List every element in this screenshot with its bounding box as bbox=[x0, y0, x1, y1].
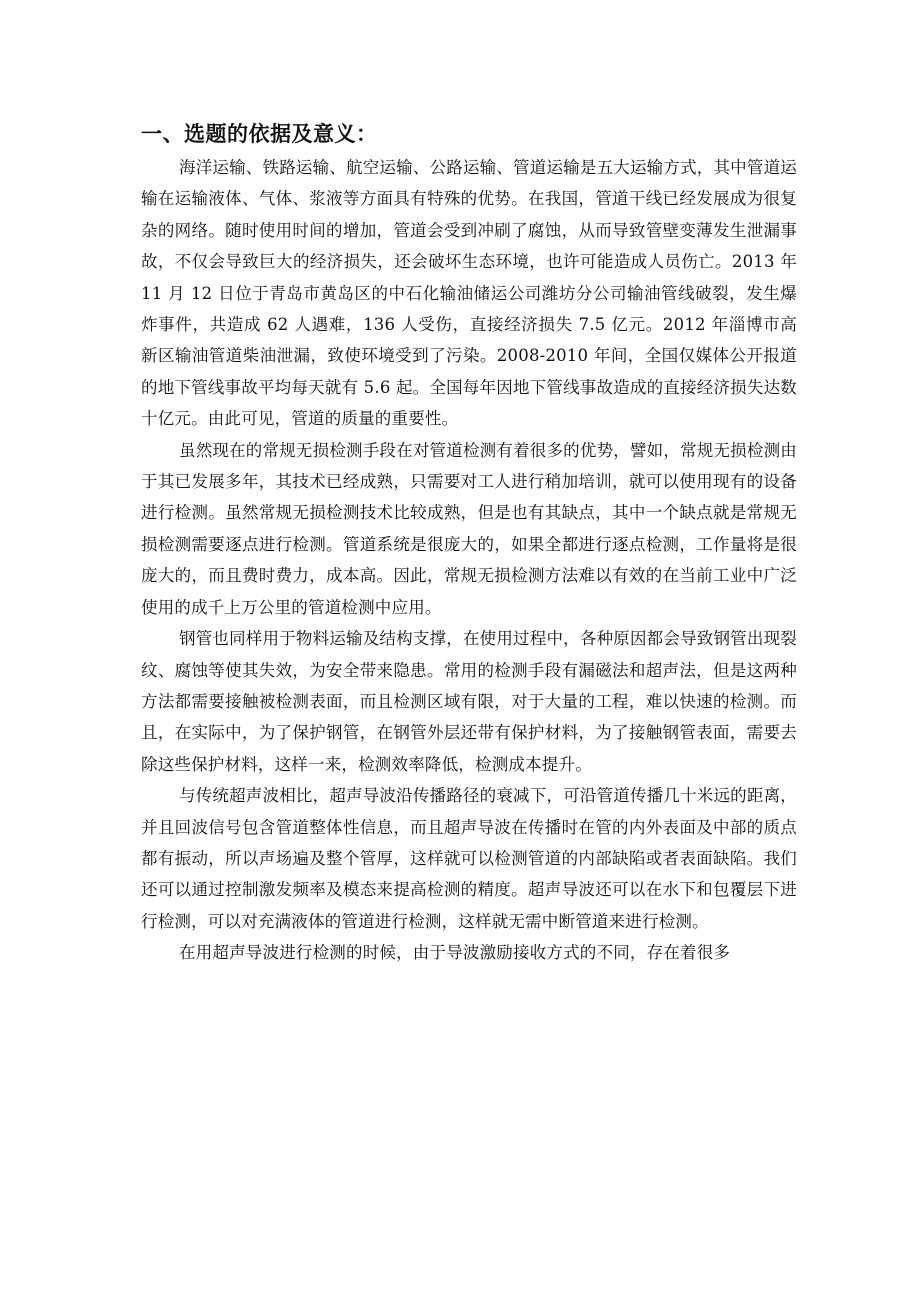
paragraph-guided-wave-advantages: 与传统超声波相比，超声导波沿传播路径的衰减下，可沿管道传播几十米远的距离，并且回波信号包含管道整体性信息，而且超声导波在传播时在管的内外表面及中部的质点都有振动，所以声场遍及整个管厚，这样就可以检测管道的内部缺陷或者表面缺陷。我们还可以通过控制激发频率及模态来提高检测的精度。超声导波还可以在水下和包覆层下进行检测，可以对充满液体的管道进行检测，这样就无需中断管道来进行检测。 bbox=[141, 786, 797, 931]
body-text bbox=[141, 152, 797, 969]
paragraph-guided-wave-methods: 在用超声导波进行检测的时候，由于导波激励接收方式的不同，存在着很多 bbox=[179, 943, 731, 963]
paragraph-conventional-ndt: 虽然现在的常规无损检测手段在对管道检测有着很多的优势，譬如，常规无损检测由于其已发展多年，其技术已经成熟，只需要对工人进行稍加培训，就可以使用现有的设备进行检测。虽然常规无损检测技术比较成熟，但是也有其缺点，其中一个缺点就是常规无损检测需要逐点进行检测。管道系统是很庞大的，如果全都进行逐点检测，工作量将是很庞大的，而且费时费力，成本高。因此，常规无损检测方法难以有效的在当前工业中广泛使用的成千上万公里的管道检测中应用。 bbox=[141, 440, 797, 617]
paragraph-steel-pipe-detection: 钢管也同样用于物料运输及结构支撑，在使用过程中，各种原因都会导致钢管出现裂纹、腐蚀等使其失效，为安全带来隐患。常用的检测手段有漏磁法和超声法，但是这两种方法都需要接触被检测表面，而且检测区域有限，对于大量的工程，难以快速的检测。而且，在实际中，为了保护钢管，在钢管外层还带有保护材料，为了接触钢管表面，需要去除这些保护材料，这样一来，检测效率降低，检测成本提升。 bbox=[141, 629, 797, 774]
section-heading: 一、选题的依据及意义： bbox=[141, 122, 378, 146]
paragraph-transport-importance: 海洋运输、铁路运输、航空运输、公路运输、管道运输是五大运输方式，其中管道运输在运输液体、气体、浆液等方面具有特殊的优势。在我国，管道干线已经发展成为很复杂的网络。随时使用时间的增加，管道会受到冲刷了腐蚀，从而导致管壁变薄发生泄漏事故，不仅会导致巨大的经济损失，还会破坏生态环境，也许可能造成人员伤亡。2013 年 11 月 12 日位于青岛市黄岛区的中石化输油储运公司潍坊分公司输油管线破裂，发生爆炸事件，共造成 62 人遇难，136 人受伤，直接经济损失 7.5 亿元。2012 年淄博市高新区输油管道柴油泄漏，致使环境受到了污染。2008-2010 年间，全国仅媒体公开报道的地下管线事故平均每天就有 5.6 起。全国每年因地下管线事故造成的直接经济损失达数十亿元。由此可见，管道的质量的重要性。 bbox=[141, 158, 797, 429]
